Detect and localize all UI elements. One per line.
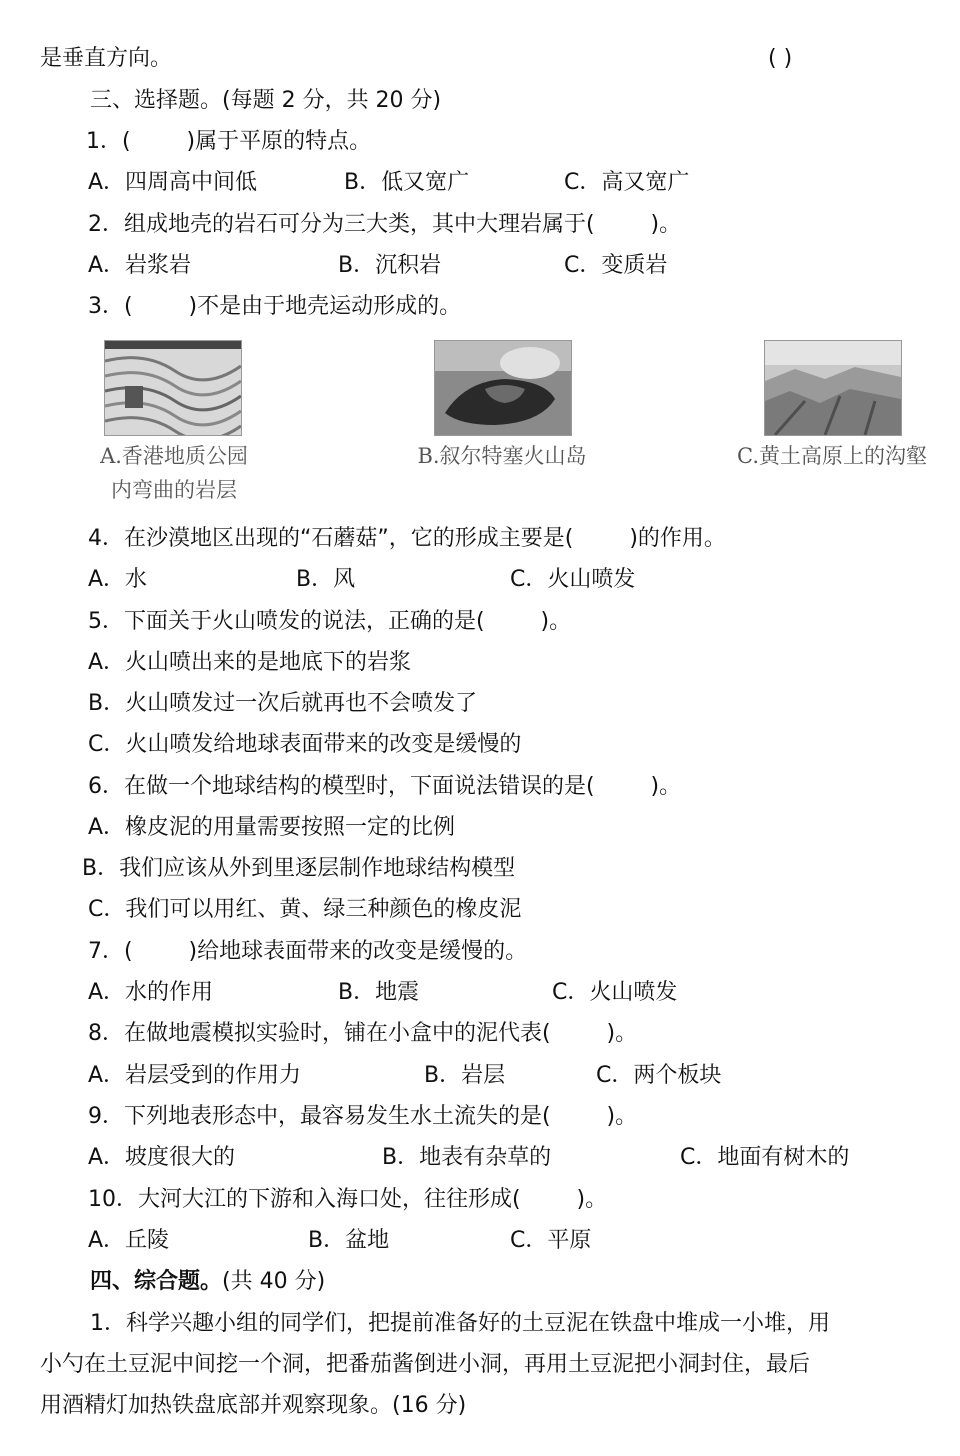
rock-layers-image [104, 340, 242, 436]
image-caption: B.叙尔特塞火山岛 [417, 444, 587, 468]
question-text: 7．( )给地球表面带来的改变是缓慢的。 [88, 939, 528, 964]
paragraph-line: 用酒精灯加热铁盘底部并观察现象。(16 分) [40, 1393, 467, 1418]
option-b: B．沉积岩 [338, 253, 442, 278]
option-a: A．四周高中间低 [88, 170, 258, 195]
option-a: A．火山喷出来的是地底下的岩浆 [88, 650, 412, 675]
question-text: 5．下面关于火山喷发的说法，正确的是( )。 [88, 609, 572, 634]
option-c: C．火山喷发 [510, 567, 636, 592]
question-text: 4．在沙漠地区出现的“石蘑菇”，它的形成主要是( )的作用。 [88, 526, 726, 551]
option-a: A．橡皮泥的用量需要按照一定的比例 [88, 815, 456, 840]
option-b: B．我们应该从外到里逐层制作地球结构模型 [82, 856, 516, 881]
question-text: 2．组成地壳的岩石可分为三大类，其中大理岩属于( )。 [88, 212, 682, 237]
option-c: C．火山喷发 [552, 980, 678, 1005]
option-c: C．火山喷发给地球表面带来的改变是缓慢的 [88, 732, 522, 757]
option-a: A．水 [88, 567, 148, 592]
option-b: B．火山喷发过一次后就再也不会喷发了 [88, 691, 478, 716]
question-text: 6．在做一个地球结构的模型时，下面说法错误的是( )。 [88, 774, 682, 799]
option-a: A．水的作用 [88, 980, 214, 1005]
option-b: B．风 [296, 567, 356, 592]
question-text: 8．在做地震模拟实验时，铺在小盒中的泥代表( )。 [88, 1021, 638, 1046]
answer-paren: ( ) [768, 46, 793, 71]
section-heading [90, 1267, 325, 1297]
question-text: 9．下列地表形态中，最容易发生水土流失的是( )。 [88, 1104, 638, 1129]
loess-gully-image [764, 340, 902, 436]
section-heading-label: 四、综合题。 [90, 1269, 223, 1294]
option-b: B．地表有杂草的 [382, 1145, 552, 1170]
option-b: B．低又宽广 [344, 170, 470, 195]
image-caption: A.香港地质公园 [100, 444, 248, 468]
option-b: B．岩层 [424, 1063, 506, 1088]
image-caption: C.黄土高原上的沟壑 [737, 444, 927, 468]
question-text: 10．大河大江的下游和入海口处，往往形成( )。 [88, 1187, 608, 1212]
paragraph-line: 小勺在土豆泥中间挖一个洞，把番茄酱倒进小洞，再用土豆泥把小洞封住，最后 [40, 1352, 811, 1377]
question-text: 1．( )属于平原的特点。 [86, 129, 372, 154]
option-a: A．岩层受到的作用力 [88, 1063, 302, 1088]
volcanic-island-image [434, 340, 572, 436]
option-c: C．我们可以用红、黄、绿三种颜色的橡皮泥 [88, 897, 522, 922]
question-text: 3．( )不是由于地壳运动形成的。 [88, 294, 462, 319]
option-c: C．变质岩 [564, 253, 668, 278]
option-c: C．平原 [510, 1228, 592, 1253]
paragraph-line: 1．科学兴趣小组的同学们，把提前准备好的土豆泥在铁盘中堆成一小堆，用 [90, 1311, 830, 1336]
carryover-text: 是垂直方向。 [40, 46, 173, 71]
option-c: C．地面有树木的 [680, 1145, 850, 1170]
section-heading: 三、选择题。(每题 2 分，共 20 分) [90, 88, 442, 113]
option-a: A．岩浆岩 [88, 253, 192, 278]
option-a: A．丘陵 [88, 1228, 170, 1253]
option-a: A．坡度很大的 [88, 1145, 236, 1170]
section-heading-score: (共 40 分) [222, 1269, 326, 1294]
option-b: B．地震 [338, 980, 420, 1005]
option-c: C．高又宽广 [564, 170, 690, 195]
option-c: C．两个板块 [596, 1063, 722, 1088]
image-caption: 内弯曲的岩层 [111, 478, 237, 502]
option-b: B．盆地 [308, 1228, 390, 1253]
